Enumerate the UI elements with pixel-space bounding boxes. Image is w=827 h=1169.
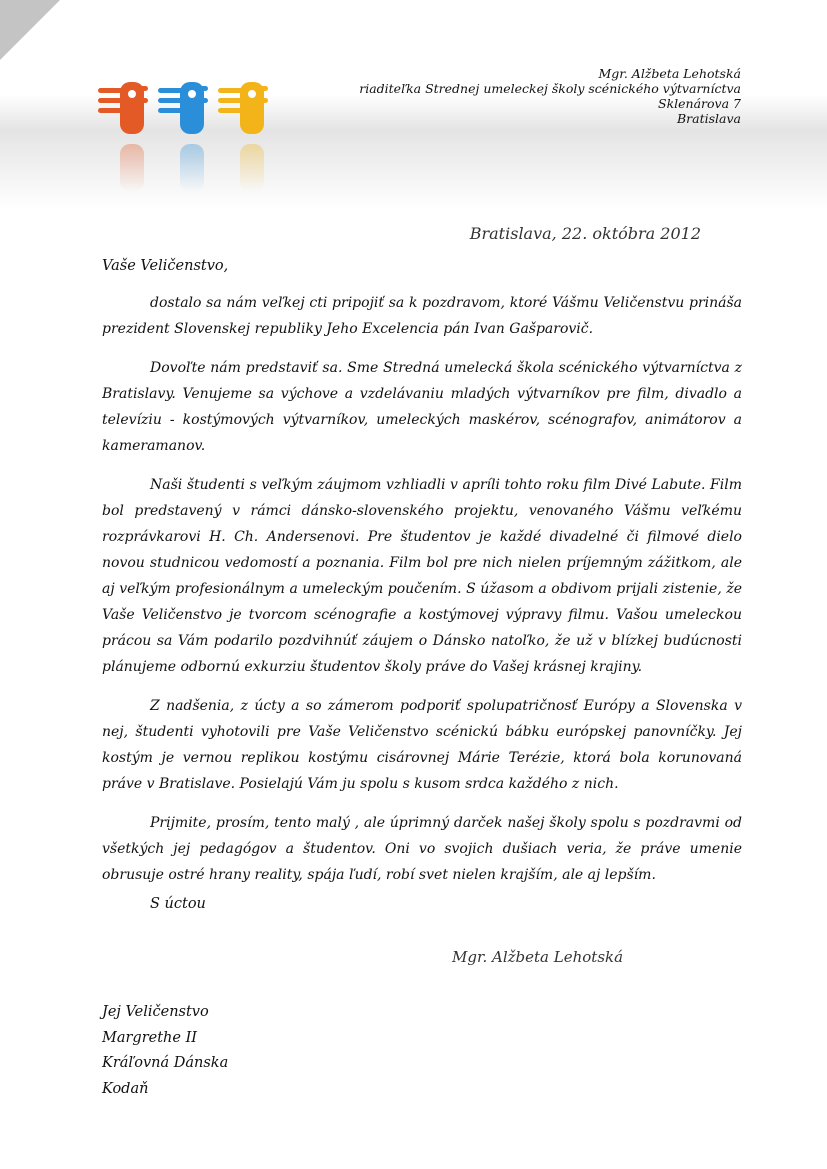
sender-name: Mgr. Alžbeta Lehotská [598, 66, 741, 81]
sender-street: Sklenárova 7 [658, 96, 741, 111]
addressee-line-4: Kodaň [102, 1080, 149, 1097]
sender-city: Bratislava [676, 111, 741, 126]
school-logo-icon [92, 78, 278, 202]
addressee-line-2: Margrethe II [102, 1029, 198, 1046]
sender-title: riaditeľka Strednej umeleckej školy scénického výtvarníctva [359, 81, 741, 96]
body-paragraph-5: Prijmite, prosím, tento malý , ale úprimný darček našej školy spolu s pozdravmi od všetkých jej pedagógov a študentov. Oni vo svojich dušiach veria, že práve umenie obrusuje ostré hrany reality, spája ľudí, robí svet nielen krajším, ale aj lepším. [102, 815, 742, 883]
letter-date: Bratislava, 22. októbra 2012 [469, 224, 701, 243]
sender-address-block [359, 66, 741, 126]
body-paragraph-1: dostalo sa nám veľkej cti pripojiť sa k pozdravom, ktoré Vášmu Veličenstvu prináša prezident Slovenskej republiky Jeho Excelencia pán Ivan Gašparovič. [102, 295, 742, 337]
body-paragraph-4: Z nadšenia, z úcty a so zámerom podporiť spolupatričnosť Európy a Slovenska v nej, študenti vyhotovili pre Vaše Veličenstvo scénickú bábku európskej panovníčky. Jej kostým je vernou replikou kostýmu cisárovnej Márie Terézie, ktorá bola korunovaná práve v Bratislave. Posielajú Vám ju spolu s kusom srdca každého z nich. [102, 698, 742, 792]
addressee-line-3: Kráľovná Dánska [102, 1055, 229, 1071]
salutation: Vaše Veličenstvo, [102, 258, 229, 274]
body-paragraph-3: Naši študenti s veľkým záujmom vzhliadli v apríli tohto roku film Divé Labute. Film bol predstavený v rámci dánsko-slovenského projektu, venovaného Vášmu veľkému rozprávkarovi H. Ch. Andersenovi. Pre študentov je každé divadelné či filmové dielo novou studnicou vedomostí a poznania. Film bol pre nich nielen príjemným zážitkom, ale aj veľkým profesionálnym a umeleckým poučením. S úžasom a obdivom prijali zistenie, že Vaše Veličenstvo je tvorcom scénografie a kostýmovej výpravy filmu. Vašou umeleckou prácou sa Vám podarilo pozdvihnúť záujem o Dánsko natoľko, že už v blízkej budúcnosti plánujeme odbornú exkurziu študentov školy práve do Vašej krásnej krajiny. [102, 477, 742, 675]
addressee-block [102, 1000, 228, 1102]
closing: S úctou [150, 896, 206, 912]
page-curl [0, 0, 60, 60]
addressee-line-1: Jej Veličenstvo [102, 1004, 209, 1020]
letter-body [102, 290, 742, 901]
body-paragraph-2: Dovoľte nám predstaviť sa. Sme Stredná umelecká škola scénického výtvarníctva z Bratislavy. Venujeme sa výchove a vzdelávaniu mladých výtvarníkov pre film, divadlo a televíziu - kostýmových výtvarníkov, umeleckých maskérov, scénografov, animátorov a kameramanov. [102, 360, 742, 454]
signature: Mgr. Alžbeta Lehotská [452, 948, 624, 966]
